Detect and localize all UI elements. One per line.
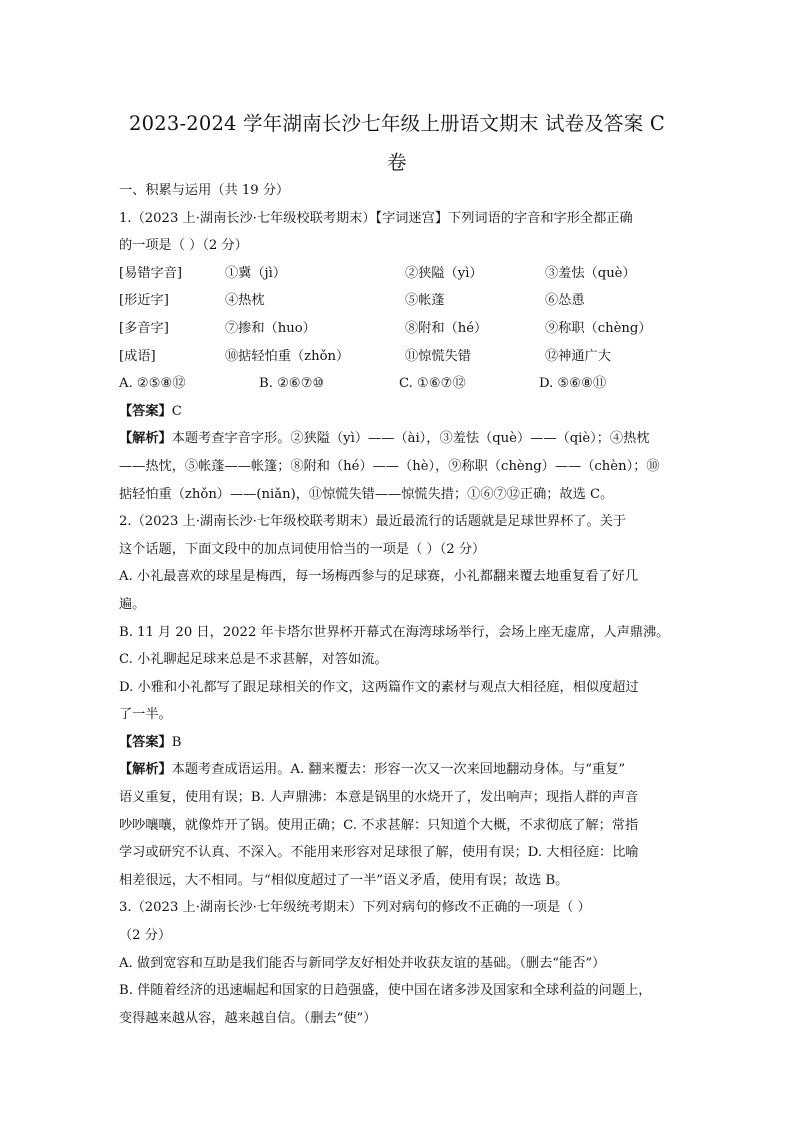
q1-option-c: C. ①⑥⑦⑫ — [399, 376, 466, 392]
q1-row-item: ②狭隘（yì） — [405, 265, 483, 281]
q2-stem-line-1: 2.（2023 上·湖南长沙·七年级校联考期末）最近最流行的话题就是足球世界杯了。关于 — [119, 514, 627, 530]
q1-row-item: ⑩掂轻怕重（zhǒn） — [225, 348, 350, 364]
answer-label: 【答案】 — [119, 734, 172, 750]
q3-option-b-line-2: 变得越来越从容，越来越自信。（删去“使”） — [119, 1010, 377, 1026]
q1-row — [119, 287, 679, 315]
q1-row-category: [成语] — [119, 348, 156, 364]
analysis-text: 本题考查成语运用。A. 翻来覆去：形容一次又一次来回地翻动身体。与“重复” — [171, 762, 626, 778]
q1-option-a: A. ②⑤⑧⑫ — [119, 376, 186, 392]
q1-analysis-line-2: ——热忱，⑤帐蓬——帐篷；⑧附和（hé）——（hè），⑨称职（chèng）——（chèn）；⑩ — [119, 458, 660, 474]
title-line-2: 卷 — [387, 151, 407, 174]
answer-value: C — [171, 403, 182, 419]
q3-stem-line-1: 3.（2023 上·湖南长沙·七年级统考期末）下列对病句的修改不正确的一项是（ ） — [119, 900, 591, 916]
analysis-text: 本题考查字音字形。②狭隘（yì）——（ài），③羞怯（què）——（qiè）；④热枕 — [171, 431, 650, 447]
q2-analysis-line-2: 语义重复，使用有误；B. 人声鼎沸：本意是锅里的水烧开了，发出响声；现指人群的声音 — [119, 790, 639, 806]
q1-row-item: ⑫神通广大 — [545, 348, 611, 364]
q1-options — [119, 370, 679, 398]
q1-analysis-line-1 — [119, 425, 679, 453]
q1-row — [119, 343, 679, 371]
document-title — [115, 104, 679, 182]
q1-row — [119, 315, 679, 343]
q2-analysis-line-5: 相差很远，大不相同。与“相似度超过了一半”语义矛盾，使用有误；故选 B。 — [119, 872, 569, 888]
q3-option-a: A. 做到宽容和互助是我们能否与新同学友好相处并收获友谊的基础。（删去“能否”） — [119, 955, 606, 971]
q1-row-item: ⑦掺和（huo） — [225, 320, 316, 336]
q1-row-category: [多音字] — [119, 320, 169, 336]
q1-row — [119, 260, 679, 288]
q1-option-d: D. ⑤⑥⑧⑪ — [539, 376, 607, 392]
q1-row-item: ⑪惊慌失错 — [405, 348, 471, 364]
q3-option-b-line-1: B. 伴随着经济的迅速崛起和国家的日趋强盛，使中国在诸多涉及国家和全球利益的问题上， — [119, 983, 652, 999]
q2-stem-line-2: 这个话题，下面文段中的加点词使用恰当的一项是（ ）（2 分） — [119, 541, 486, 557]
q1-stem-line-1: 1.（2023 上·湖南长沙·七年级校联考期末）【字词迷宫】下列词语的字音和字形全都正确 — [119, 210, 633, 226]
q2-option-b: B. 11 月 20 日，2022 年卡塔尔世界杯开幕式在海湾球场举行，会场上座无虚席，人声鼎沸。 — [119, 624, 670, 640]
q2-option-c: C. 小礼聊起足球来总是不求甚解，对答如流。 — [119, 652, 388, 668]
q1-row-category: [易错字音] — [119, 265, 183, 281]
q1-row-category: [形近字] — [119, 293, 169, 309]
q1-row-item: ④热枕 — [225, 293, 265, 309]
q1-analysis-line-3: 掂轻怕重（zhǒn）——(niǎn)，⑪惊慌失错——惊慌失措；①⑥⑦⑫正确；故选 C。 — [119, 486, 614, 502]
q2-analysis-line-1 — [119, 756, 679, 784]
q1-row-item: ⑥怂恿 — [545, 293, 585, 309]
q1-row-item: ⑨称职（chèng） — [545, 320, 652, 336]
q2-answer — [119, 729, 679, 757]
q1-row-item: ⑧附和（hé） — [405, 320, 488, 336]
analysis-label: 【解析】 — [119, 762, 172, 778]
q1-row-item: ①冀（jì） — [225, 265, 287, 281]
q1-stem-line-2: 的一项是（ ）（2 分） — [119, 238, 248, 254]
q2-option-d-line-2: 了一半。 — [119, 707, 172, 723]
answer-value: B — [171, 734, 182, 750]
q2-option-a-line-2: 遍。 — [119, 596, 146, 612]
analysis-label: 【解析】 — [119, 431, 172, 447]
section-heading: 一、积累与运用（共 19 分） — [119, 183, 290, 198]
q3-stem-line-2: （2 分） — [119, 928, 172, 944]
q2-option-d-line-1: D. 小雅和小礼都写了跟足球相关的作文，这两篇作文的素材与观点大相径庭，相似度超过 — [119, 679, 639, 695]
q1-row-item: ⑤帐蓬 — [405, 293, 445, 309]
q1-row-item: ③羞怯（què） — [545, 265, 636, 281]
q2-option-a-line-1: A. 小礼最喜欢的球星是梅西，每一场梅西参与的足球赛，小礼都翻来覆去地重复看了好几 — [119, 569, 639, 585]
q1-answer — [119, 398, 679, 426]
q2-analysis-line-3: 吵吵嚷嚷，就像炸开了锅。使用正确；C. 不求甚解：只知道个大概，不求彻底了解；常指 — [119, 817, 639, 833]
title-line-1: 2023-2024 学年湖南长沙七年级上册语文期末 试卷及答案 C — [129, 112, 665, 135]
q2-analysis-line-4: 学习或研究不认真、不深入。不能用来形容对足球很了解，使用有误；D. 大相径庭：比喻 — [119, 845, 639, 861]
q1-option-b: B. ②⑥⑦⑩ — [259, 376, 325, 392]
document-body — [119, 177, 679, 1032]
answer-label: 【答案】 — [119, 403, 172, 419]
